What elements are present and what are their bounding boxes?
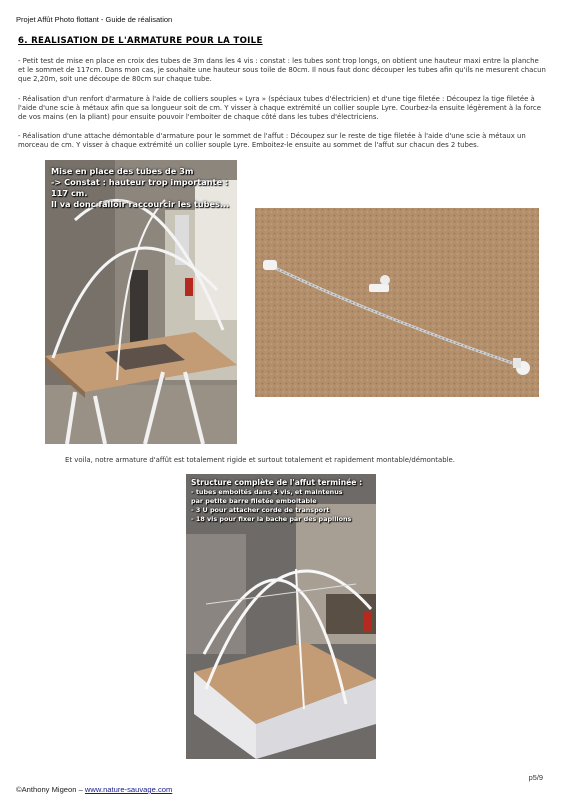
paragraph-removable-attach: - Réalisation d'une attache démontable d'armature pour le sommet de l'affut : Découpez sur le reste de tige filetée à l'aide d'une scie à métaux un morceau de cm. Y visser à chaque extrémité un collier souple Lyre. Emboitez-le ensuite au sommet de l'affut sur chacun des 2 tubes. [18, 132, 526, 149]
photo-threaded-rod [255, 208, 539, 397]
paragraph-reinforcement: - Réalisation d'un renfort d'armature à l'aide de colliers souples « Lyra » (spéciaux tubes d'électricien) et d'une tige filetée : Découpez la tige filetée à l'aide d'une scie à métaux afin que sa longueur soit de cm. Y visser à chaque extrémité un collier souple Lyre. Courbez-la ensuite légèrement à la force de vos mains (en la pliant) pour ensuite pouvoir l'emboiter de chaque côté dans les tubes d'électriciens. [18, 95, 541, 121]
photo-tubes-caption: Mise en place des tubes de 3m -> Constat : hauteur trop importante : 117 cm. Il va donc falloir raccourcir les tubes... [51, 166, 230, 209]
paragraph-tube-test: - Petit test de mise en place en croix des tubes de 3m dans les 4 vis : constat : les tubes sont trop longs, on obtient une hauteur maxi entre la planche et le sommet de 117cm. Dans mon cas, je souhaite une hauteur sous toile de 80cm. Il nous faut donc découper les tubes afin qu'ils ne mesurent chacun que 2,20m, soit une découpe de 80cm sur chaque tube. [18, 57, 546, 83]
page-header: Projet Affût Photo flottant - Guide de réalisation [16, 15, 173, 24]
photo-finished-structure [186, 474, 376, 759]
page-number: p5/9 [528, 773, 543, 782]
section-title: 6. REALISATION DE L'ARMATURE POUR LA TOILE [18, 36, 263, 46]
footer-website-link[interactable]: www.nature-sauvage.com [84, 785, 173, 794]
photo-structure-caption: Structure complète de l'affut terminée : - tubes emboités dans 4 vis, et maintenus par petite barre filetée emboitable - 3 U pour attacher corde de transport - 18 vis pour fixer la bache par des papillons [191, 478, 363, 523]
photo-threaded-rod-drawing [255, 208, 539, 397]
photo-tubes-test [45, 160, 237, 444]
middle-text: Et voila, notre armature d'affût est totalement rigide et surtout totalement et rapidement montable/démontable. [65, 456, 455, 464]
footer-author: ©Anthony Migeon – [16, 785, 85, 794]
footer [16, 785, 172, 794]
